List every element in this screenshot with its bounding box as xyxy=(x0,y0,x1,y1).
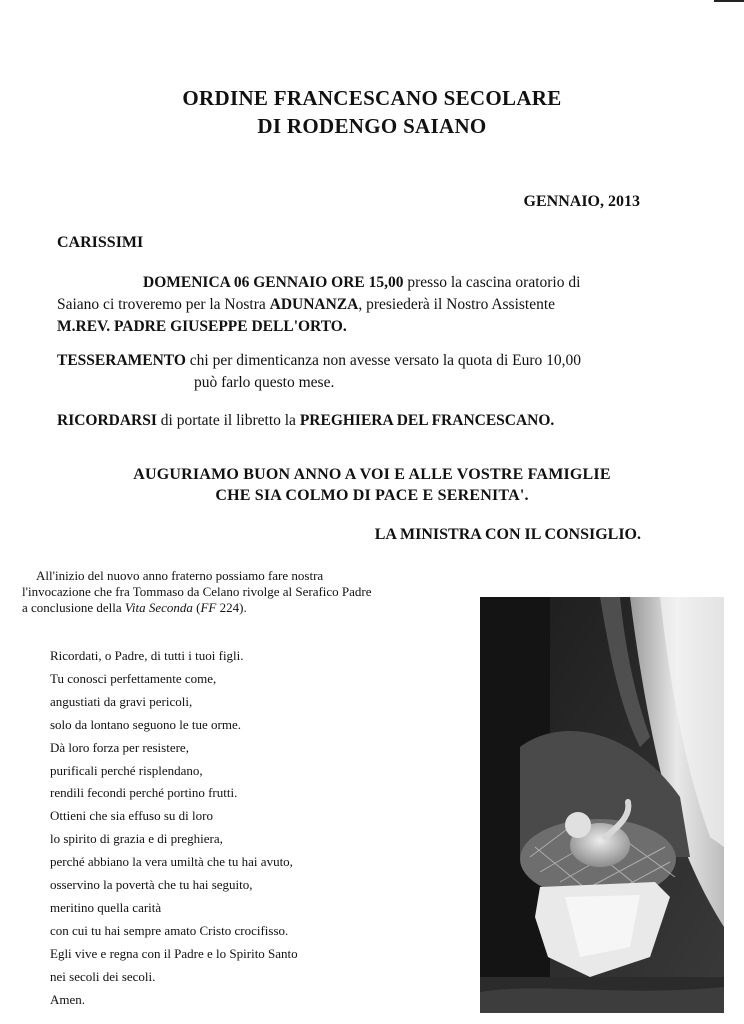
intro-line-3c: 224). xyxy=(216,600,247,615)
meeting-date: DOMENICA 06 GENNAIO ORE 15,00 xyxy=(143,274,404,291)
prayer-line: angustiati da gravi pericoli, xyxy=(50,693,193,709)
scan-edge-mark xyxy=(714,0,744,2)
meeting-keyword: ADUNANZA xyxy=(269,296,359,313)
membership-text-1: chi per dimenticanza non avesse versato la quota di Euro 10,00 xyxy=(185,352,582,369)
prayer-line: solo da lontano seguono le tue orme. xyxy=(50,716,241,732)
page-title-line1: ORDINE FRANCESCANO SECOLARE xyxy=(182,86,562,110)
reminder-booklet: PREGHIERA DEL FRANCESCANO. xyxy=(299,412,555,429)
intro-source-title: Vita Seconda xyxy=(124,600,193,615)
prayer-line: rendili fecondi perché portino frutti. xyxy=(50,785,238,801)
meeting-text-2: Saiano ci troveremo per la Nostra xyxy=(57,296,270,313)
intro-line-3a: a conclusione della xyxy=(22,600,125,615)
intro-paragraph xyxy=(22,568,420,616)
prayer-line: perché abbiano la vera umiltà che tu hai avuto, xyxy=(50,854,293,870)
prayer-line: lo spirito di grazia e di preghiera, xyxy=(50,831,223,847)
intro-source-abbrev: FF xyxy=(200,600,217,615)
reminder-text: di portate il libretto la xyxy=(156,412,300,429)
salutation: CARISSIMI xyxy=(57,234,144,251)
meeting-paragraph xyxy=(57,272,697,338)
meeting-text-3: , presiederà il Nostro Assistente xyxy=(358,296,556,313)
intro-line-3b: ( xyxy=(192,600,201,615)
greeting-line-2: CHE SIA COLMO DI PACE E SERENITA'. xyxy=(215,487,529,504)
signature: LA MINISTRA CON IL CONSIGLIO. xyxy=(374,526,641,543)
membership-paragraph xyxy=(57,350,717,394)
prayer-text xyxy=(50,645,450,1012)
assistant-name: M.REV. PADRE GIUSEPPE DELL'ORTO. xyxy=(57,318,347,335)
prayer-line: nei secoli dei secoli. xyxy=(50,968,156,984)
nativity-photo xyxy=(480,597,724,1013)
prayer-line: Amen. xyxy=(50,991,86,1007)
intro-line-1: All'inizio del nuovo anno fraterno possiamo fare nostra xyxy=(36,568,324,583)
prayer-line: purificali perché risplendano, xyxy=(50,762,203,778)
page-title-line2: DI RODENGO SAIANO xyxy=(257,114,487,138)
greeting-line-1: AUGURIAMO BUON ANNO A VOI E ALLE VOSTRE FAMIGLIE xyxy=(133,466,611,483)
prayer-line: Egli vive e regna con il Padre e lo Spirito Santo xyxy=(50,945,298,961)
reminder-keyword: RICORDARSI xyxy=(57,412,157,429)
meeting-text-1: presso la cascina oratorio di xyxy=(403,274,581,291)
membership-keyword: TESSERAMENTO xyxy=(57,352,186,369)
prayer-line: Tu conosci perfettamente come, xyxy=(50,670,217,686)
nativity-image xyxy=(480,597,724,1013)
intro-line-2: l'invocazione che fra Tommaso da Celano rivolge al Serafico Padre xyxy=(22,584,372,599)
prayer-line: Ricordati, o Padre, di tutti i tuoi figli. xyxy=(50,648,244,663)
letter-date: GENNAIO, 2013 xyxy=(523,193,640,210)
reminder-paragraph xyxy=(57,410,717,432)
prayer-line: osservino la povertà che tu hai seguito, xyxy=(50,877,253,893)
prayer-line: con cui tu hai sempre amato Cristo crocifisso. xyxy=(50,922,289,938)
prayer-line: Ottieni che sia effuso su di loro xyxy=(50,808,213,824)
prayer-line: Dà loro forza per resistere, xyxy=(50,739,189,755)
membership-text-2: può farlo questo mese. xyxy=(194,374,335,391)
prayer-line: meritino quella carità xyxy=(50,899,162,915)
